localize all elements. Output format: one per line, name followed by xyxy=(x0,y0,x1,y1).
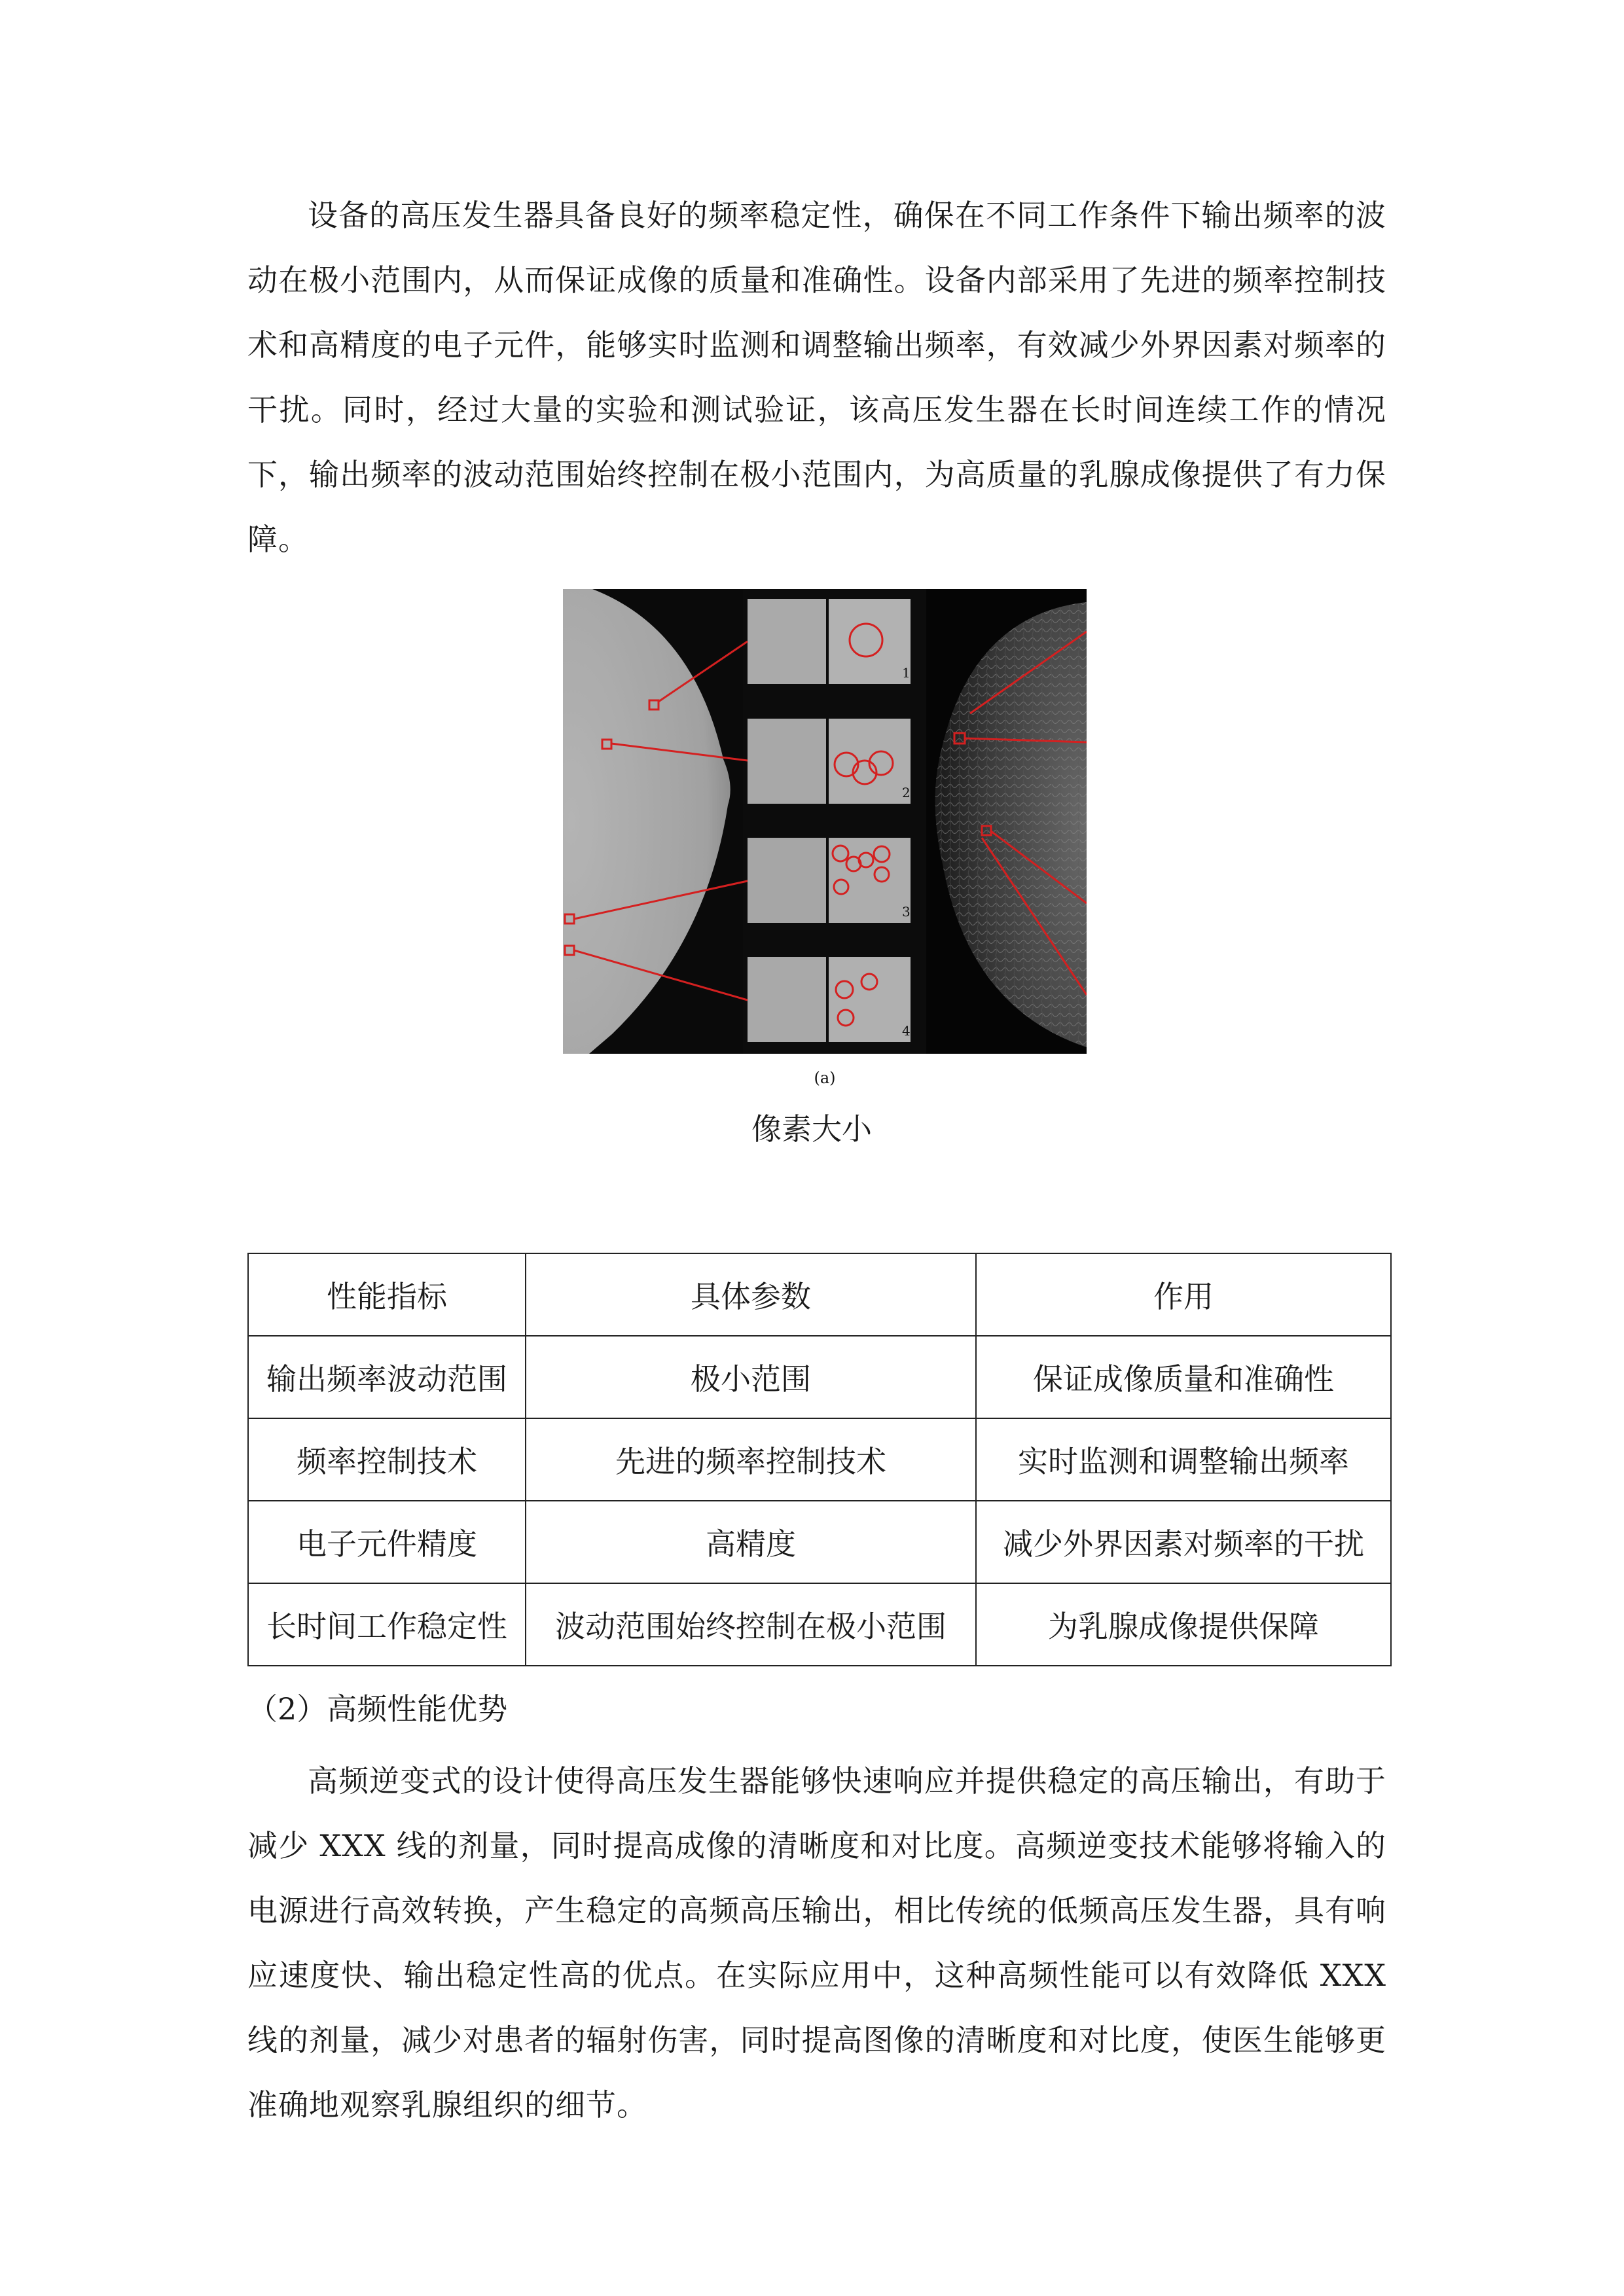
table-row xyxy=(248,1336,1391,1418)
panel-number-4: 4 xyxy=(902,1023,911,1039)
body-paragraph-1: 设备的高压发生器具备良好的频率稳定性，确保在不同工作条件下输出频率的波动在极小范围内，从而保证成像的质量和准确性。设备内部采用了先进的频率控制技术和高精度的电子元件，能够实时监测和调整输出频率，有效减少外界因素对频率的干扰。同时，经过大量的实验和测试验证，该高压发生器在长时间连续工作的情况下，输出频率的波动范围始终控制在极小范围内，为高质量的乳腺成像提供了有力保障。 xyxy=(247,198,1386,557)
table-cell: 电子元件精度 xyxy=(248,1501,526,1583)
panel-number-1: 1 xyxy=(902,665,911,681)
table-row xyxy=(248,1418,1391,1501)
roi-panel-4-original xyxy=(748,957,826,1042)
table-cell: 先进的频率控制技术 xyxy=(526,1418,976,1501)
table-cell: 保证成像质量和准确性 xyxy=(976,1336,1391,1418)
panel-number-3: 3 xyxy=(902,904,911,920)
parameter-table xyxy=(247,1253,1392,1666)
section-heading: （2）高频性能优势 xyxy=(247,1691,508,1727)
table-header-cell: 性能指标 xyxy=(248,1253,526,1336)
table-cell: 波动范围始终控制在极小范围 xyxy=(526,1583,976,1666)
table-header-cell: 具体参数 xyxy=(526,1253,976,1336)
table-row xyxy=(248,1583,1391,1666)
table-cell: 实时监测和调整输出频率 xyxy=(976,1418,1391,1501)
roi-panel-4-marked xyxy=(829,957,911,1042)
table-row xyxy=(248,1501,1391,1583)
roi-panel-2-original xyxy=(748,719,826,804)
table-cell: 为乳腺成像提供保障 xyxy=(976,1583,1391,1666)
table-cell: 输出频率波动范围 xyxy=(248,1336,526,1418)
right-mammogram-image xyxy=(926,589,1087,1054)
table-header-row xyxy=(248,1253,1391,1336)
roi-panel-1-marked xyxy=(829,599,911,684)
figure-caption: 像素大小 xyxy=(751,1111,872,1147)
table-cell: 高精度 xyxy=(526,1501,976,1583)
table-cell: 极小范围 xyxy=(526,1336,976,1418)
left-mammogram-image xyxy=(563,589,743,1054)
table-cell: 频率控制技术 xyxy=(248,1418,526,1501)
mammogram-figure xyxy=(563,589,1087,1093)
figure-label: (a) xyxy=(814,1069,836,1087)
table-header-cell: 作用 xyxy=(976,1253,1391,1336)
panel-number-2: 2 xyxy=(902,785,911,800)
body-paragraph-2: 高频逆变式的设计使得高压发生器能够快速响应并提供稳定的高压输出，有助于减少 XXX 线的剂量，同时提高成像的清晰度和对比度。高频逆变技术能够将输入的电源进行高效转换，产生稳定的高频高压输出，相比传统的低频高压发生器，具有响应速度快、输出稳定性高的优点。在实际应用中，这种高频性能可以有效降低 XXX 线的剂量，减少对患者的辐射伤害，同时提高图像的清晰度和对比度，使医生能够更准确地观察乳腺组织的细节。 xyxy=(247,1763,1386,2123)
roi-panels xyxy=(743,589,926,1054)
roi-panel-1-original xyxy=(748,599,826,684)
table-cell: 长时间工作稳定性 xyxy=(248,1583,526,1666)
roi-panel-3-original xyxy=(748,838,826,923)
table-cell: 减少外界因素对频率的干扰 xyxy=(976,1501,1391,1583)
